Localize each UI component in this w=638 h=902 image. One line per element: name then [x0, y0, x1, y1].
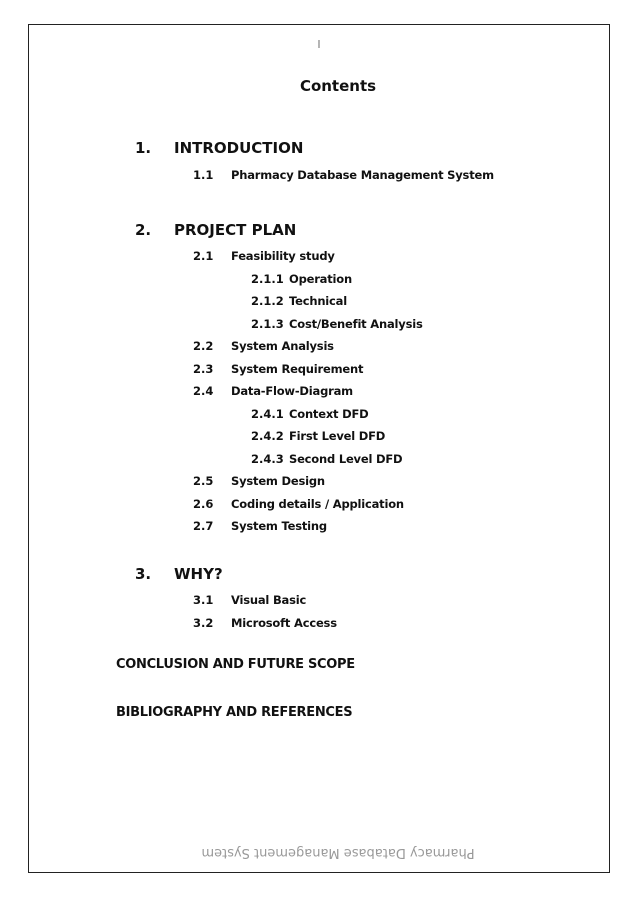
- entry-title: Context DFD: [289, 407, 369, 421]
- entry-title: CONCLUSION AND FUTURE SCOPE: [116, 657, 355, 672]
- entry-number: 2.2: [193, 339, 214, 353]
- entry-number: 2.6: [193, 497, 214, 511]
- footer-text: Pharmacy Database Management System: [201, 845, 475, 860]
- entry-title: Cost/Benefit Analysis: [289, 317, 423, 331]
- entry-number: 1.1: [193, 168, 214, 182]
- entry-number: 2.1.1: [251, 272, 284, 286]
- entry-number: 2.5: [193, 474, 214, 488]
- entry-title: Pharmacy Database Management System: [231, 168, 494, 182]
- entry-title: Second Level DFD: [289, 452, 403, 466]
- entry-number: 2.1.3: [251, 317, 284, 331]
- entry-number: 3.2: [193, 616, 214, 630]
- section-number: 1.: [135, 139, 152, 157]
- entry-title: Operation: [289, 272, 352, 286]
- entry-number: 2.4.3: [251, 452, 284, 466]
- entry-title: Data-Flow-Diagram: [231, 384, 353, 398]
- section-title: INTRODUCTION: [174, 139, 304, 157]
- entry-number: 2.4: [193, 384, 214, 398]
- section-title: PROJECT PLAN: [174, 221, 297, 239]
- section-number: 2.: [135, 221, 152, 239]
- page-number: I: [317, 38, 321, 51]
- entry-number: 2.4.1: [251, 407, 284, 421]
- entry-title: First Level DFD: [289, 429, 386, 443]
- entry-title: System Testing: [231, 519, 327, 533]
- section-number: 3.: [135, 565, 152, 583]
- section-title: WHY?: [174, 565, 223, 583]
- entry-title: System Design: [231, 474, 325, 488]
- entry-title: System Analysis: [231, 339, 334, 353]
- entry-title: Coding details / Application: [231, 497, 404, 511]
- entry-number: 2.3: [193, 362, 214, 376]
- contents-title: Contents: [299, 77, 377, 95]
- entry-title: Microsoft Access: [231, 616, 337, 630]
- entry-number: 2.1: [193, 249, 214, 263]
- entry-title: Technical: [289, 294, 347, 308]
- entry-number: 2.7: [193, 519, 214, 533]
- entry-title: Feasibility study: [231, 249, 335, 263]
- entry-title: System Requirement: [231, 362, 364, 376]
- entry-number: 3.1: [193, 593, 214, 607]
- entry-title: BIBLIOGRAPHY AND REFERENCES: [116, 705, 353, 720]
- entry-number: 2.4.2: [251, 429, 284, 443]
- entry-title: Visual Basic: [231, 593, 307, 607]
- page-border: [28, 24, 610, 873]
- entry-number: 2.1.2: [251, 294, 284, 308]
